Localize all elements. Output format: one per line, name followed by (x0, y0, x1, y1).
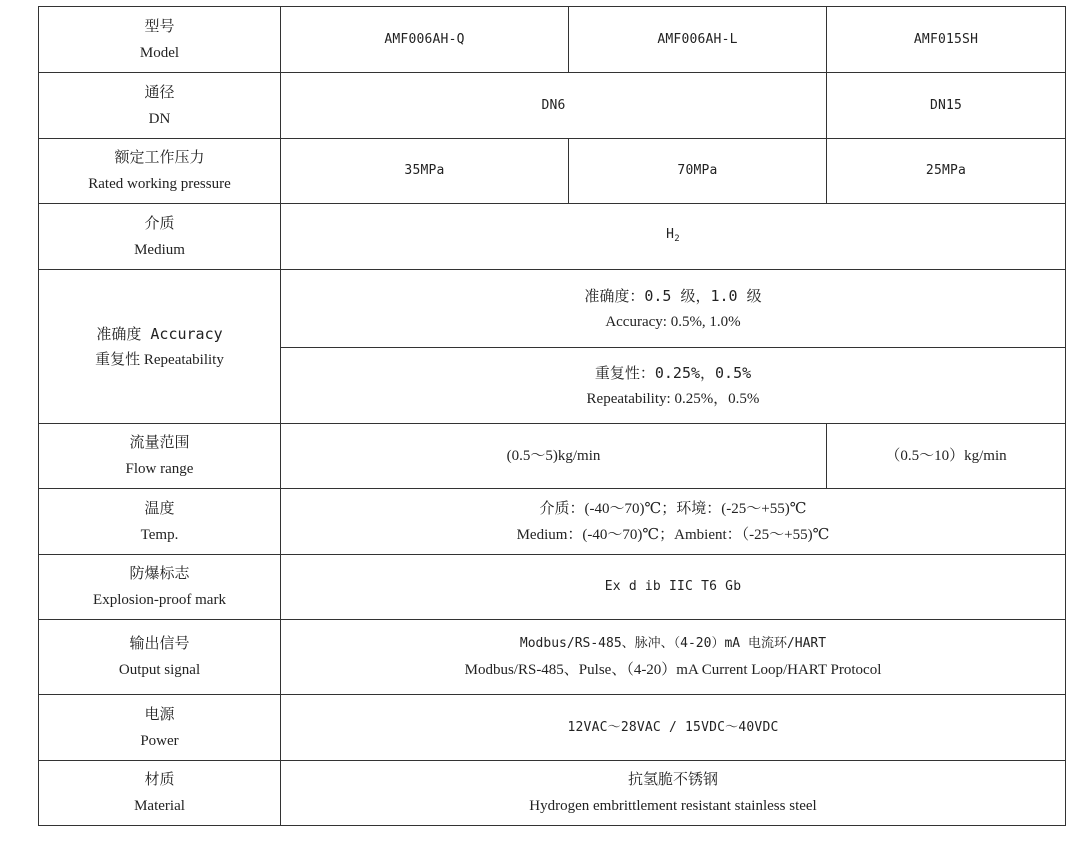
label-dn (39, 73, 281, 139)
row-medium (39, 204, 1066, 270)
value-accuracy (281, 270, 1066, 348)
row-explosion (39, 555, 1066, 620)
label-power-cn: 电源 (144, 706, 175, 723)
label-temp-cn: 温度 (144, 500, 175, 517)
row-material (39, 761, 1066, 826)
value-repeatability-en: Repeatability: 0.25%，0.5% (586, 390, 760, 407)
label-accuracy-line1: 准确度 Accuracy (96, 324, 223, 343)
value-power: 12VAC～28VAC / 15VDC～40VDC (281, 695, 1066, 761)
label-model (39, 7, 281, 73)
label-flow-en: Flow range (125, 461, 194, 477)
row-dn (39, 73, 1066, 139)
label-output (39, 620, 281, 695)
value-output-cn: Modbus/RS-485、脉冲、（4-20）mA 电流环/HART (519, 636, 827, 651)
spec-table (38, 6, 1066, 826)
value-temp-cn: 介质：(-40～70)℃；环境：(-25～+55)℃ (539, 500, 807, 517)
label-material (39, 761, 281, 826)
value-accuracy-cn: 准确度：0.5 级，1.0 级 (584, 286, 762, 305)
value-dn-2: DN15 (827, 73, 1066, 139)
row-power (39, 695, 1066, 761)
value-output-en: Modbus/RS-485、Pulse、（4-20）mA Current Loop/HART Protocol (464, 662, 882, 678)
label-pressure-en: Rated working pressure (88, 176, 231, 192)
row-pressure (39, 139, 1066, 204)
value-pressure-2: 70MPa (569, 139, 827, 204)
label-power-en: Power (140, 732, 179, 749)
label-dn-cn: 通径 (144, 84, 175, 101)
row-temp (39, 489, 1066, 555)
value-repeatability (281, 348, 1066, 424)
label-flow-cn: 流量范围 (129, 435, 190, 451)
value-accuracy-en: Accuracy: 0.5%, 1.0% (605, 313, 741, 330)
value-flow-1: (0.5～5)kg/min (281, 424, 827, 489)
value-medium-subscript: 2 (674, 233, 680, 244)
label-explosion (39, 555, 281, 620)
row-accuracy (39, 270, 1066, 348)
label-material-cn: 材质 (144, 772, 175, 788)
label-medium-cn: 介质 (144, 215, 175, 232)
value-pressure-1: 35MPa (281, 139, 569, 204)
label-material-en: Material (134, 798, 185, 814)
value-model-3: AMF015SH (827, 7, 1066, 73)
value-material-en: Hydrogen embrittlement resistant stainless steel (529, 798, 817, 814)
value-dn-1: DN6 (281, 73, 827, 139)
label-power (39, 695, 281, 761)
value-temp (281, 489, 1066, 555)
label-model-en: Model (139, 44, 180, 61)
value-model-1: AMF006AH-Q (281, 7, 569, 73)
label-medium (39, 204, 281, 270)
value-explosion: Ex d ib IIC T6 Gb (281, 555, 1066, 620)
row-flow (39, 424, 1066, 489)
value-output (281, 620, 1066, 695)
label-explosion-cn: 防爆标志 (129, 566, 190, 582)
label-temp (39, 489, 281, 555)
label-flow (39, 424, 281, 489)
label-model-cn: 型号 (144, 18, 175, 35)
value-material (281, 761, 1066, 826)
value-pressure-3: 25MPa (827, 139, 1066, 204)
value-medium-main: H (666, 226, 675, 242)
label-temp-en: Temp. (140, 526, 179, 543)
value-medium (281, 204, 1066, 270)
label-medium-en: Medium (134, 241, 185, 258)
value-temp-en: Medium：(-40～70)℃；Ambient：（-25～+55)℃ (516, 526, 830, 543)
label-dn-en: DN (148, 110, 171, 127)
label-accuracy-line2: 重复性 Repeatability (95, 351, 224, 368)
label-pressure-cn: 额定工作压力 (114, 150, 205, 166)
value-flow-2: （0.5～10）kg/min (827, 424, 1066, 489)
label-output-cn: 输出信号 (129, 636, 190, 652)
value-model-2: AMF006AH-L (569, 7, 827, 73)
label-explosion-en: Explosion-proof mark (93, 592, 226, 608)
label-pressure (39, 139, 281, 204)
value-repeatability-cn: 重复性：0.25%，0.5% (594, 363, 752, 382)
value-material-cn: 抗氢脆不锈钢 (627, 772, 718, 788)
row-output (39, 620, 1066, 695)
row-model (39, 7, 1066, 73)
label-accuracy (39, 270, 281, 424)
label-output-en: Output signal (118, 662, 201, 678)
